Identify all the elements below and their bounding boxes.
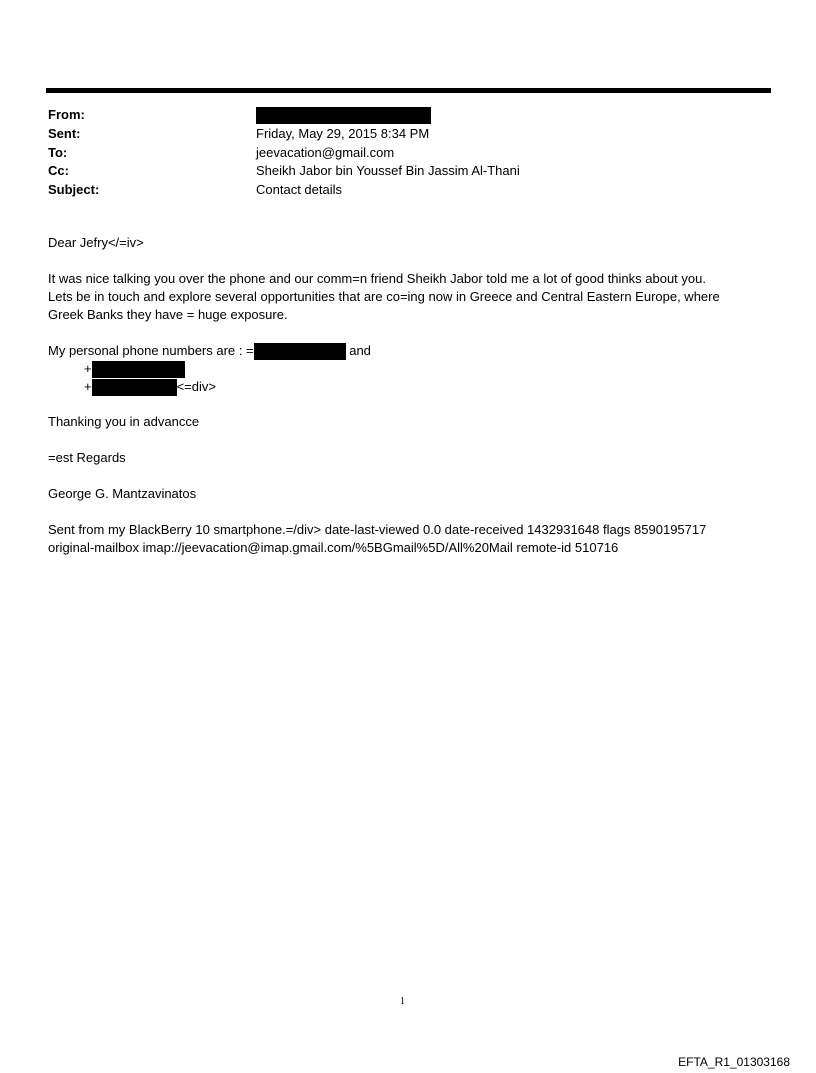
- paragraph-line: It was nice talking you over the phone and our comm=n friend Sheikh Jabor told me a lot of good thinks about you.: [48, 271, 706, 286]
- sent-label: Sent:: [48, 126, 81, 141]
- phone-line: [48, 342, 371, 360]
- paragraph-line: Greek Banks they have = huge exposure.: [48, 307, 288, 322]
- cc-value: Sheikh Jabor bin Youssef Bin Jassim Al-Thani: [256, 163, 520, 178]
- footer-line: original-mailbox imap://jeevacation@imap.gmail.com/%5BGmail%5D/All%20Mail remote-id 510716: [48, 540, 619, 555]
- plus-sign: +: [84, 379, 92, 394]
- signature: George G. Mantzavinatos: [48, 486, 197, 501]
- div-tail: <=div>: [176, 379, 216, 394]
- page-number: 1: [400, 996, 405, 1007]
- sent-value: Friday, May 29, 2015 8:34 PM: [256, 126, 430, 141]
- header-rule: [46, 88, 771, 93]
- phone-and: and: [349, 343, 371, 358]
- plus-sign: +: [84, 361, 92, 376]
- email-header: [48, 106, 768, 202]
- redaction-block: [92, 379, 177, 396]
- to-label: To:: [48, 145, 68, 160]
- from-label: From:: [48, 107, 85, 122]
- cc-label: Cc:: [48, 163, 69, 178]
- from-value-redacted: [256, 106, 431, 124]
- phone-line: [84, 378, 216, 396]
- paragraph-line: Lets be in touch and explore several opportunities that are co=ing now in Greece and Central Eastern Europe, where: [48, 289, 720, 304]
- greeting: Dear Jefry</=iv>: [48, 235, 144, 250]
- phone-line: [84, 360, 185, 378]
- subject-label: Subject:: [48, 182, 100, 197]
- to-value: jeevacation@gmail.com: [256, 145, 395, 160]
- redaction-block: [92, 361, 185, 378]
- bates-number: EFTA_R1_01303168: [678, 1055, 790, 1069]
- thanks-line: Thanking you in advancce: [48, 414, 200, 429]
- redaction-block: [256, 107, 431, 124]
- footer-line: Sent from my BlackBerry 10 smartphone.=/div> date-last-viewed 0.0 date-received 1432931648 flags 8590195717: [48, 522, 707, 537]
- regards-line: =est Regards: [48, 450, 126, 465]
- subject-value: Contact details: [256, 182, 342, 197]
- redaction-block: [254, 343, 346, 360]
- phone-prefix: My personal phone numbers are : =: [48, 343, 254, 358]
